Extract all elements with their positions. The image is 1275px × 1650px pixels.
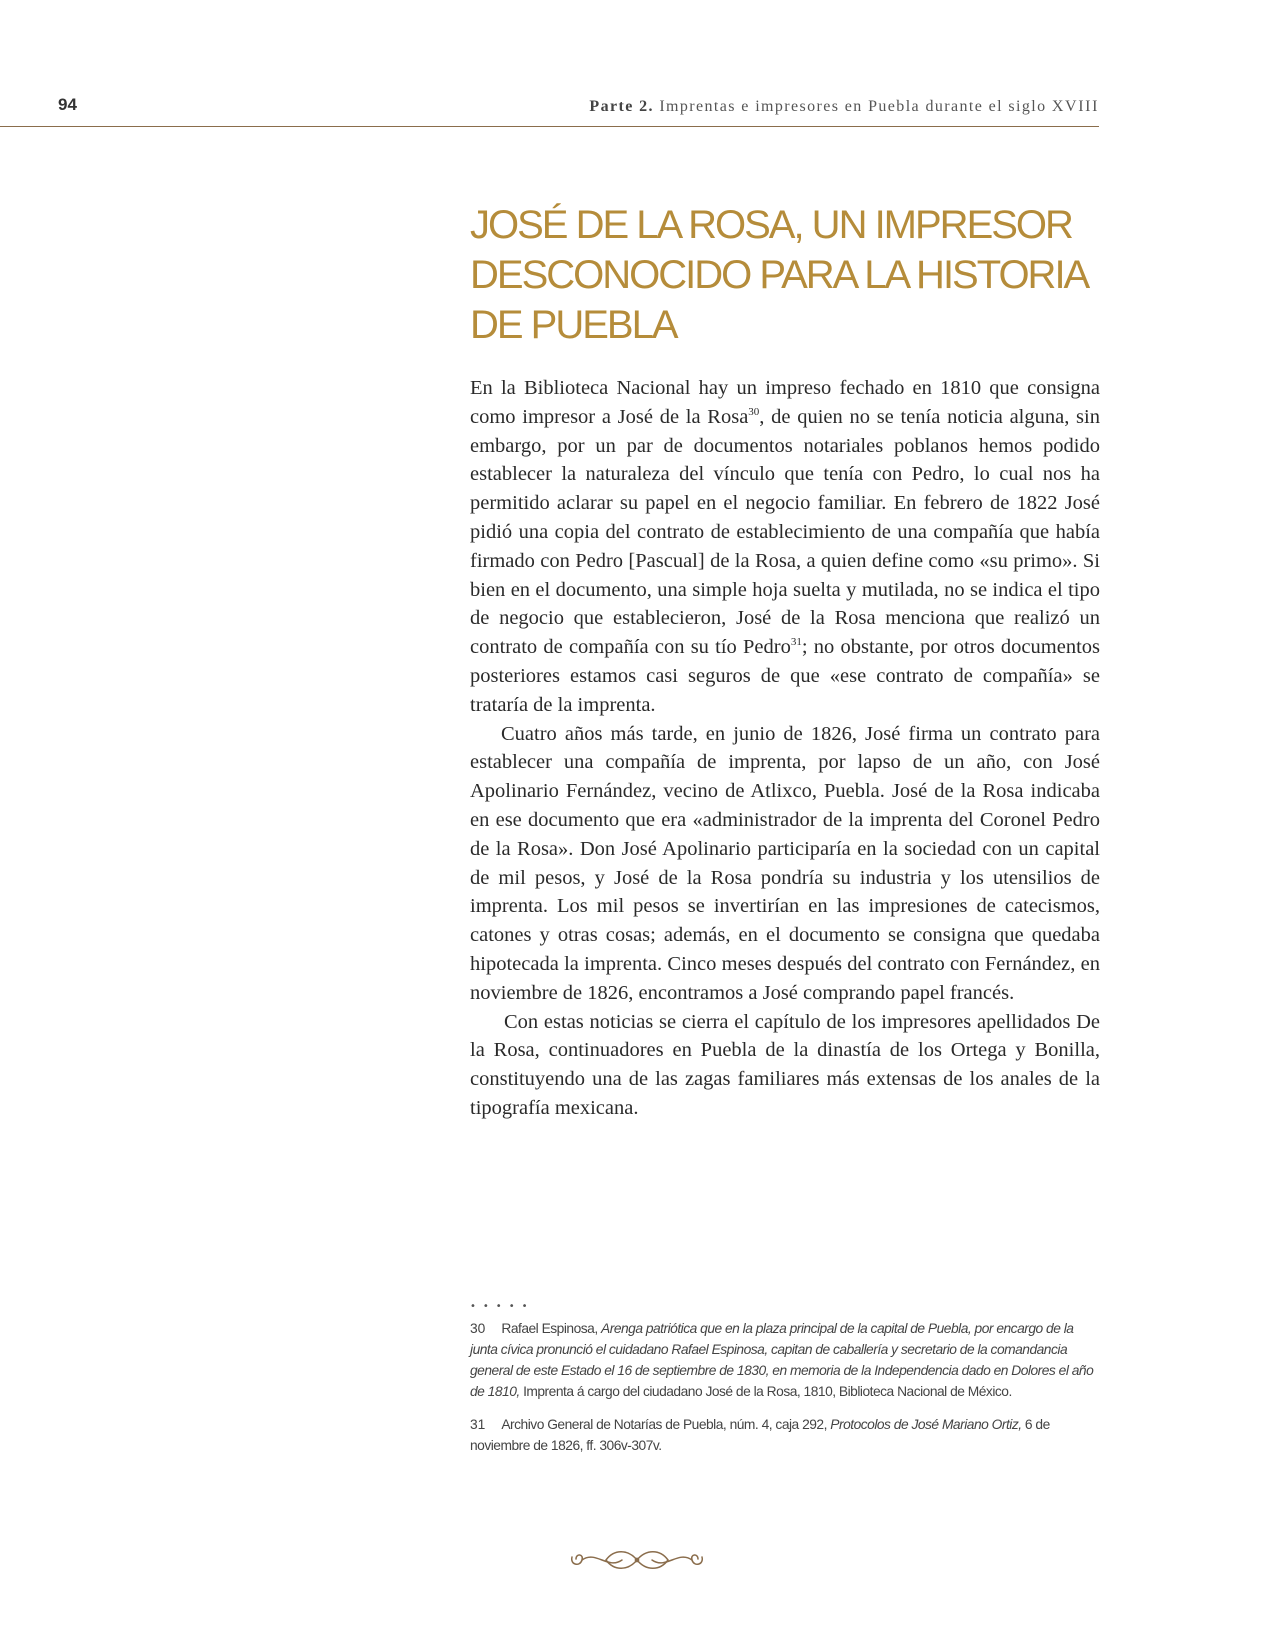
footnote-30 xyxy=(470,1318,1100,1402)
footnote-31 xyxy=(470,1414,1100,1456)
chapter-title-line-2: DESCONOCIDO PARA LA HISTORIA xyxy=(470,253,1089,297)
footnote-31-number: 31 xyxy=(470,1417,486,1432)
running-head-title: Imprentas e impresores en Puebla durante el siglo xyxy=(659,98,1047,115)
flourish-ornament-icon xyxy=(566,1545,708,1575)
paragraph-1-part-a: En la Biblioteca Nacional hay un impreso fechado en 1810 que consigna como impresor a José de la Rosa xyxy=(470,377,1100,428)
chapter-title xyxy=(470,200,1110,350)
footnote-ref-30[interactable]: 30 xyxy=(748,405,760,418)
footnote-31-text: Archivo General de Notarías de Puebla, núm. 4, caja 292, xyxy=(501,1417,827,1432)
page-number: 94 xyxy=(58,95,77,114)
running-head-century: XVIII xyxy=(1051,98,1099,115)
footnote-30-number: 30 xyxy=(470,1321,486,1336)
body-text xyxy=(470,374,1100,1123)
footnote-30-title: Arenga patriótica que en la plaza principal de la capital de Puebla, por encargo de la junta cívica pronunció el cuidadano Rafael Espinosa, capitan de caballería y secretario de la comandancia general de este Estado el 16 de septiembre de 1830, en memoria de la Independencia dado en Dolores el año de 1810, xyxy=(470,1321,1094,1399)
chapter-title-line-3: DE PUEBLA xyxy=(470,303,677,347)
footnotes xyxy=(470,1318,1100,1468)
footnote-30-author: Rafael Espinosa, xyxy=(501,1321,598,1336)
footnote-31-title: Protocolos de José Mariano Ortiz, xyxy=(830,1417,1022,1432)
header-rule xyxy=(0,126,1099,127)
chapter-title-line-1: JOSÉ DE LA ROSA, UN IMPRESOR xyxy=(470,203,1072,247)
footnote-31-rest: 6 de noviembre de 1826, ff. 306v-307v. xyxy=(470,1417,1050,1453)
paragraph-3: Con estas noticias se cierra el capítulo de los impresores apellidados De la Rosa, continuadores en Puebla de la dinastía de los Ortega y Bonilla, constituyendo una de las zagas familiares más extensas de los anales de la tipografía mexicana. xyxy=(470,1010,1100,1119)
paragraph-1 xyxy=(470,374,1100,720)
paragraph-1-part-c: ; no obstante, por otros documentos posteriores estamos casi seguros de que «ese contrato de compañía» se trataría de la imprenta. xyxy=(470,636,1100,716)
footnote-ref-31[interactable]: 31 xyxy=(790,636,802,649)
running-head-part: Parte 2. xyxy=(589,98,654,115)
footnote-30-rest: Imprenta á cargo del ciudadano José de la Rosa, 1810, Biblioteca Nacional de México. xyxy=(523,1384,1012,1399)
paragraph-2: Cuatro años más tarde, en junio de 1826, José firma un contrato para establecer una compañía de imprenta, por lapso de un año, con José Apolinario Fernández, vecino de Atlixco, Puebla. José de la Rosa indicaba en ese documento que era «administrador de la imprenta del Coronel Pedro de la Rosa». Don José Apolinario participaría en la sociedad con un capital de mil pesos, y José de la Rosa pondría su industria y los utensilios de imprenta. Los mil pesos se invertirían en las impresiones de catecismos, catones y otras cosas; además, en el documento se consigna que quedaba hipotecada la imprenta. Cinco meses después del contrato con Fernández, en noviembre de 1826, encontramos a José comprando papel francés. xyxy=(470,722,1100,1004)
running-head xyxy=(589,98,1099,116)
footnote-separator: ••••• xyxy=(470,1301,535,1312)
paragraph-1-part-b: , de quien no se tenía noticia alguna, sin embargo, por un par de documentos notariales poblanos hemos podido establecer la naturaleza del vínculo que tenía con Pedro, lo cual nos ha permitido aclarar su papel en el negocio familiar. En febrero de 1822 José pidió una copia del contrato de establecimiento de una compañía que había firmado con Pedro [Pascual] de la Rosa, a quien define como «su primo». Si bien en el documento, una simple hoja suelta y mutilada, no se indica el tipo de negocio que establecieron, José de la Rosa menciona que realizó un contrato de compañía con su tío Pedro xyxy=(470,405,1100,659)
